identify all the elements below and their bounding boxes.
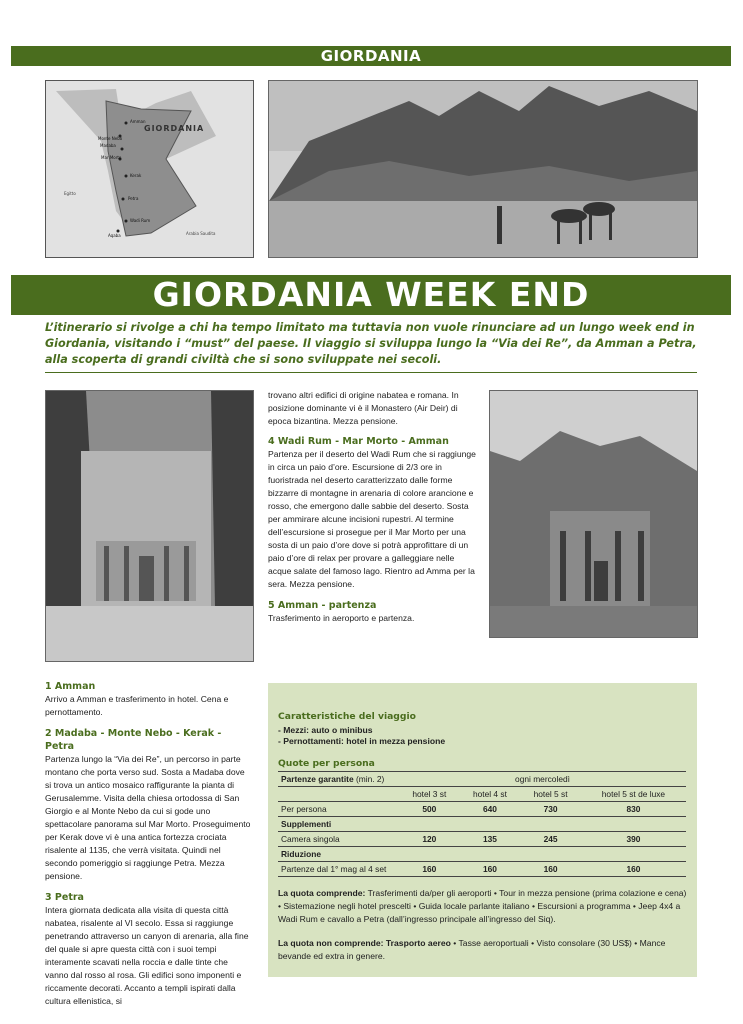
price-cell: 135 [460,832,521,847]
section-label: Supplementi [278,817,686,832]
map-label-madaba: Madaba [100,143,116,148]
map-label-monte-nebo: Monte Nebo [98,136,123,141]
day2-text: Partenza lungo la “Via dei Re”, un percorso in parte montano che porta verso sud. Sosta a Madaba dove si trova un antico mosaico raffigurante la pianta di Gerusalemme. Visita della chiesa ortodossa di San Giorgio e al Monte Nebo da cui si gode uno spettacolare panorama sul Mar Morto. Proseguimento per Kerak dove vi è una antica fortezza crociata risalente al 1135, che verrà visitata. Quindi nel secondo pomeriggio si raggiunge Petra. Mezza pensione. [45,754,251,881]
row-label: Per persona [278,802,399,817]
includes-text: Trasferimenti da/per gli aeroporti • Tour in mezza pensione (prima colazione e cena) • Sistemazione negli hotel prescelti • Guida locale parlante italiano • Escursioni a programma • Jeep 4x4 a Wadi Rum e cavallo a Petra (dall’ingresso principale all’ingresso del Siq). [278,888,687,924]
info-box [268,683,697,977]
column-header: hotel 5 st de luxe [581,787,686,802]
price-cell: 830 [581,802,686,817]
middle-column [268,389,476,625]
includes-label: La quota comprende: [278,888,366,898]
day5-text: Trasferimento in aeroporto e partenza. [268,613,415,623]
day3-continuation: trovano altri edifici di origine nabatea e romana. In posizione dominante vi è il Monastero (Air Deir) di epoca bizantina. Mezza pensione. [268,390,459,426]
day4-text: Partenza per il deserto del Wadi Rum che si raggiunge in circa un paio d’ore. Escursione di 2/3 ore in fuoristrada nel deserto caratterizzato dalle forme bizzarre di montagne in arenaria di colore arancione e rosso, che emergono dalle sabbie del deserto. Sosta per ammirare alcune incisioni rupestri. Al termine dell’escursione si prosegue per il Mar Morto per una sosta di un paio d’ore dove si potrà approfittare di un paio d’ore di relax per provare a galleggiare nelle acque salate del famoso lago. Rientro ad Amma per la sera. Mezza pensione. [268,449,476,589]
price-cell: 390 [581,832,686,847]
section-label: Riduzione [278,847,686,862]
top-banner: GIORDANIA [11,46,731,66]
petra-treasury-photo [45,390,254,662]
price-cell: 160 [520,862,581,877]
prices-heading: Quote per persona [278,758,375,769]
column-header: hotel 4 st [460,787,521,802]
map-country-label: GIORDANIA [144,124,205,133]
price-cell: 160 [581,862,686,877]
map-graphic [46,81,253,257]
features-heading: Caratteristiche del viaggio [278,711,416,722]
price-cell: 640 [460,802,521,817]
price-cell: 500 [399,802,460,817]
excludes-text: • Tasse aeroportuali • Visto consolare (30 US$) • Mance bevande ed extra in genere. [278,938,666,961]
map-label-mar-morto: Mar Morto [101,155,122,160]
price-cell: 160 [460,862,521,877]
feature-item: - Pernottamenti: hotel in mezza pensione [278,736,446,746]
divider [45,372,697,373]
day3-heading: 3 Petra [45,892,84,903]
column-header: hotel 3 st [399,787,460,802]
row-label: Camera singola [278,832,399,847]
day5-heading: 5 Amman - partenza [268,600,377,611]
day1-text: Arrivo a Amman e trasferimento in hotel. Cena e pernottamento. [45,694,229,717]
price-table [278,771,686,877]
table-row [278,862,686,877]
feature-item: - Mezzi: auto o minibus [278,725,373,735]
page-title: GIORDANIA WEEK END [11,275,731,315]
features-section [278,711,688,747]
departures-note: (min. 2) [355,774,385,784]
intro-text: L’itinerario si rivolge a chi ha tempo limitato ma tuttavia non vuole rinunciare ad un lungo week end in Giordania, visitando i “must” del paese. Il viaggio si sviluppa lungo la “Via dei Re”, da Amman a Petra, alla scoperta di grandi civiltà che si sono sviluppate nei secoli. [45,321,697,366]
price-cell: 160 [399,862,460,877]
map-label-kerak: Kerak [130,173,142,178]
day2-heading: 2 Madaba - Monte Nebo - Kerak - Petra [45,728,222,752]
price-cell: 245 [520,832,581,847]
wadi-rum-photo [268,80,698,258]
excludes-section [278,937,688,963]
price-cell: 730 [520,802,581,817]
petra-monastery-photo [489,390,698,638]
map-label-arabia: Arabia Saudita [186,231,216,236]
row-label: Partenze dal 1° mag al 4 set [278,862,399,877]
left-column [45,680,253,1008]
table-row [278,772,686,787]
jordan-map [45,80,254,258]
column-header: hotel 5 st [520,787,581,802]
day4-heading: 4 Wadi Rum - Mar Morto - Amman [268,436,449,447]
includes-section [278,887,688,926]
day3-text: Intera giornata dedicata alla visita di questa città nabatea, risalente al VI secolo. Essa si raggiunge penetrando attraverso un canyon di arenaria, alla fine del quale si apre questa città con i suoi tempi interamente scavati nella roccia e dalle tinte che vanno dal rosso al rosa. Gli edifici sono imponenti e riccamente decorati. Accanto a templi ispirati dalla cultura ellenistica, si [45,905,249,1006]
map-label-egitto: Egitto [64,191,76,196]
map-label-aqaba: Aqaba [108,233,121,238]
table-row [278,832,686,847]
table-row [278,817,686,832]
departures-value: ogni mercoledì [399,772,686,787]
map-label-amman: Amman [130,119,146,124]
day1-heading: 1 Amman [45,681,96,692]
table-row [278,787,686,802]
price-cell: 120 [399,832,460,847]
map-label-petra: Petra [128,196,139,201]
prices-section [278,758,686,877]
map-label-wadi-rum: Wadi Rum [130,218,151,223]
table-row [278,847,686,862]
departures-label: Partenze garantite [281,774,354,784]
excludes-label: La quota non comprende: Trasporto aereo [278,938,451,948]
table-row [278,802,686,817]
